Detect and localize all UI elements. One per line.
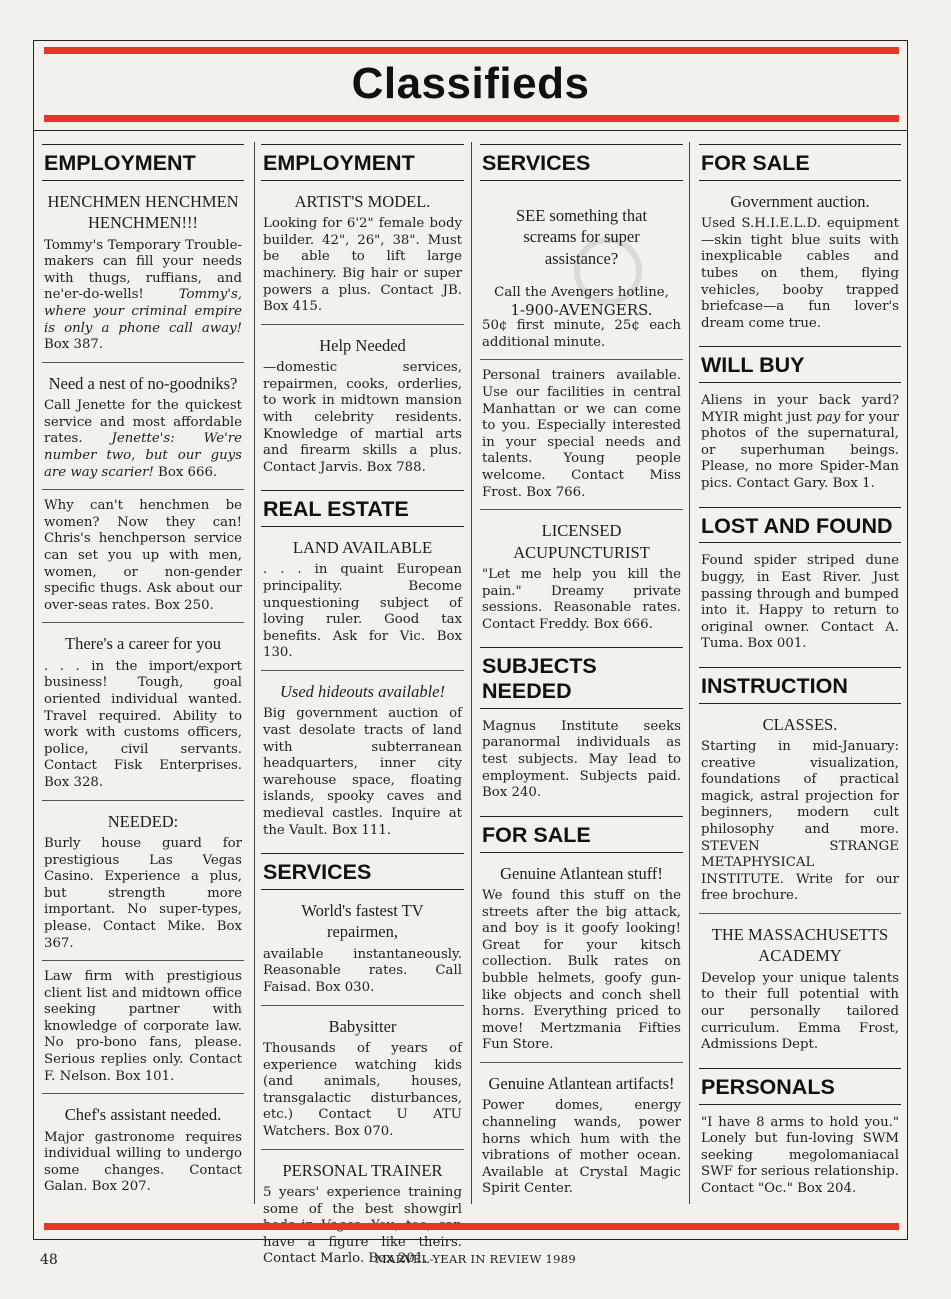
page-footer: MARVEL-YEAR IN REVIEW 1989	[375, 1252, 576, 1266]
ad-heading: Chef's assistant needed.	[64, 1105, 222, 1125]
top-red-bar	[44, 47, 899, 54]
ad-body: Looking for 6'2" female body builder. 42", 26", 38". Must be able to lift large machinery. Big hair or super powers a plus. Contact JB. Box 415.	[263, 216, 462, 315]
ad-body: Tommy's Temporary Trouble-makers can fill your needs with thugs, ruffians, and ne'er-do-wells! Tommy's, where your criminal empire is only a phone call away! Box 387.	[44, 237, 242, 353]
page-title: Classifieds	[351, 59, 590, 108]
ad-body: Call the Avengers hotline,	[494, 285, 669, 301]
ad-body: Magnus Institute seeks paranormal individuals as test subjects. May lead to employment. Subjects paid. Box 240.	[482, 718, 681, 801]
section-heading-subjects-needed: SUBJECTS NEEDED	[480, 647, 683, 708]
ad-body: . . . in the import/export business! Tough, goal oriented individual wanted. Travel required. Ability to work with customs officers, police, civil servants. Contact Fisk Enterprises. Box 328.	[44, 658, 242, 790]
ad-body: —domestic services, repairmen, cooks, orderlies, to work in midtown mansion with celebrity residents. Knowledge of martial arts and firearm skills a plus. Contact Jarvis. Box 788.	[263, 360, 462, 475]
ad-heading: SEE something that screams for super assistance?	[515, 205, 648, 268]
ad-chef-assistant	[42, 1093, 244, 1196]
ad-body: Starting in mid-January: creative visualization, foundations of practical magick, astral projection for beginners, modern cult philosophy and more. STEVEN STRANGE METAPHYSICAL INSTITUTE. Write for our free brochure.	[701, 739, 899, 904]
ad-body: 5 years' experience training some of the best showgirl have a figure like theirs. Contact Marlo. Box 201.	[263, 1185, 462, 1267]
ad-help-needed	[261, 324, 464, 477]
ad-artists-model	[261, 191, 464, 316]
column-divider	[254, 142, 255, 1204]
ad-heading: NEEDED:	[107, 811, 179, 831]
ad-acupuncturist	[480, 509, 683, 633]
ad-body: Thousands of years of experience watching kids (and animals, houses, transgalactic disturbances, etc.) Contact U ATU Watchers. Box 070.	[263, 1041, 462, 1139]
ad-eight-arms	[699, 1115, 901, 1198]
ad-magnus-institute	[480, 719, 683, 802]
ad-body: available instantaneously. Reasonable rates. Call Faisad. Box 030.	[263, 946, 462, 995]
column-2	[261, 144, 464, 1276]
ad-body: Law firm with prestigious client list and midtown office seeking partner with knowledge of corporate law. No pro-bono fans, please. Serious replies only. Contact F. Nelson. Box 101.	[44, 969, 242, 1084]
ad-heading: Babysitter	[328, 1016, 397, 1036]
section-heading-will-buy: WILL BUY	[699, 346, 901, 383]
ad-tv-repairmen	[261, 900, 464, 997]
page-number: 48	[40, 1252, 58, 1268]
ad-body: Major gastronome requires individual willing to undergo some changes. Contact Galan. Box 207.	[44, 1129, 242, 1195]
ad-personal-trainers	[480, 359, 683, 501]
ad-heading: Need a nest of no-goodniks?	[48, 373, 238, 393]
column-4	[699, 144, 901, 1206]
ad-used-hideouts	[261, 670, 464, 839]
ad-house-guard	[42, 800, 244, 953]
section-heading-lost-and-found: LOST AND FOUND	[699, 507, 901, 544]
bottom-red-bar	[44, 1223, 899, 1230]
ad-heading: PERSONAL TRAINER	[282, 1160, 443, 1180]
ad-heading: LAND AVAILABLE	[292, 538, 433, 558]
ad-body: Why can't henchmen be women? Now they can! Chris's henchperson service can set you up with men, women, or non-gender specific thugs. Ask about our over-seas rates. Box 250.	[44, 498, 242, 613]
ad-phone-number: 1-900-AVENGERS.	[510, 300, 653, 319]
section-heading-for-sale: FOR SALE	[699, 144, 901, 181]
section-heading-employment: EMPLOYMENT	[42, 144, 244, 181]
ad-heading: World's fastest TV repairmen,	[301, 900, 424, 942]
ad-heading: CLASSES.	[762, 714, 838, 734]
ad-body: Used S.H.I.E.L.D. equipment —skin tight blue suits with inexplicable cables and tubes on them, flying vehicles, booby trapped briefcase—a fun lover's dream come true.	[701, 216, 899, 331]
column-1	[42, 144, 244, 1204]
ad-atlantean-artifacts	[480, 1062, 683, 1198]
column-divider	[471, 142, 472, 1204]
column-divider	[689, 142, 690, 1204]
ad-body: Aliens in your back yard? MYIR might just pay for your photos of the supernatural, or superhuman beings. Please, no more Spider-Man pics. Contact Gary. Box 1.	[701, 393, 900, 491]
ad-heading: LICENSED ACUPUNCTURIST	[513, 521, 650, 562]
ad-body: "I have 8 arms to hold you." Lonely but fun-loving SWM seeking megolomaniacal SWF for serious relationship. Contact "Oc." Box 204.	[701, 1114, 899, 1196]
ad-massachusetts-academy	[699, 913, 901, 1054]
ad-atlantean-stuff	[480, 863, 683, 1054]
ad-body: Develop your unique talents to their full potential with our personally tailored curriculum. Emma Frost, Admissions Dept.	[701, 970, 899, 1053]
ad-aliens-photos	[699, 393, 901, 493]
ad-babysitter	[261, 1005, 464, 1141]
ad-henchmen	[42, 191, 244, 354]
ad-body: Call Jenette for the quickest service and most affordable rates. Jenette's: We're number two, but our guys are way scarier! Box 666.	[44, 398, 242, 480]
header-rule	[34, 130, 907, 131]
section-heading-employment: EMPLOYMENT	[261, 144, 464, 181]
ad-body: Personal trainers available. Use our facilities in central Manhattan or we can come to you. Especially interested in your special needs and talents. Young people welcome. Contact Miss Frost. Box 766.	[482, 368, 681, 500]
ad-heading: THE MASSACHUSETTS ACADEMY	[711, 924, 889, 966]
section-heading-services: SERVICES	[480, 144, 683, 181]
title-red-bar	[44, 115, 899, 122]
ad-government-auction	[699, 191, 901, 333]
ad-heading: There's a career for you	[65, 634, 221, 654]
ad-dune-buggy	[699, 553, 901, 653]
ad-heading: ARTIST'S MODEL.	[294, 191, 431, 211]
section-heading-real-estate: REAL ESTATE	[261, 490, 464, 527]
ad-body: . . . in quaint European principality. Become unquestioning subject of loving ruler. Good tax benefits. Ask for Vic. Box 130.	[263, 562, 462, 661]
ad-body: Power domes, energy channeling wands, power horns which hum with the vibrations of mother ocean. Available at Crystal Magic Spirit Center.	[482, 1098, 681, 1197]
ad-body: Big government auction of vast desolate tracts of land with subterranean headquarters, inner city warehouse space, floating islands, spooky caves and medieval castles. Inquire at the Vault. Box 111.	[263, 706, 462, 838]
ad-avengers-hotline	[480, 191, 683, 352]
ad-personal-trainer	[261, 1149, 464, 1268]
section-heading-instruction: INSTRUCTION	[699, 667, 901, 704]
ad-heading: Government auction.	[730, 191, 870, 211]
ad-classes	[699, 714, 901, 905]
ad-body: "Let me help you kill the pain." Dreamy private sessions. Reasonable rates. Contact Freddy. Box 666.	[482, 567, 681, 632]
ad-heading: Genuine Atlantean artifacts!	[488, 1073, 675, 1093]
ad-henchperson	[42, 489, 244, 614]
ad-law-firm	[42, 960, 244, 1085]
ad-heading: Genuine Atlantean stuff!	[500, 863, 663, 883]
column-3	[480, 144, 683, 1206]
ad-body: Burly house guard for prestigious Las Vegas Casino. Experience a plus, but strength more important. No super-types, please. Contact Mike. Box 367.	[44, 835, 242, 951]
ad-rates: 50¢ first minute, 25¢ each additional minute.	[482, 318, 681, 350]
ad-no-goodniks	[42, 362, 244, 481]
ad-land-available	[261, 537, 464, 662]
ad-heading: HENCHMEN HENCHMEN HENCHMEN!!!	[47, 191, 239, 233]
ad-heading: Used hideouts available!	[280, 682, 445, 702]
ad-career	[42, 622, 244, 791]
section-heading-for-sale: FOR SALE	[480, 816, 683, 853]
section-heading-services: SERVICES	[261, 853, 464, 890]
ad-body: Found spider striped dune buggy, in East River. Just passing through and bumped into it. Happy to return to original owner. Contact A. Tuma. Box 001.	[701, 553, 899, 652]
section-heading-personals: PERSONALS	[699, 1068, 901, 1105]
ad-body: We found this stuff on the streets after the big attack, and boy is it goofy looking! Great for your kitsch collection. Bulk rates on bubble helmets, goofy gun-like objects and conch shell horns. Everything priced to move! Mertzmania Fifties Fun Store.	[482, 887, 681, 1053]
ad-heading: Help Needed	[319, 335, 406, 355]
